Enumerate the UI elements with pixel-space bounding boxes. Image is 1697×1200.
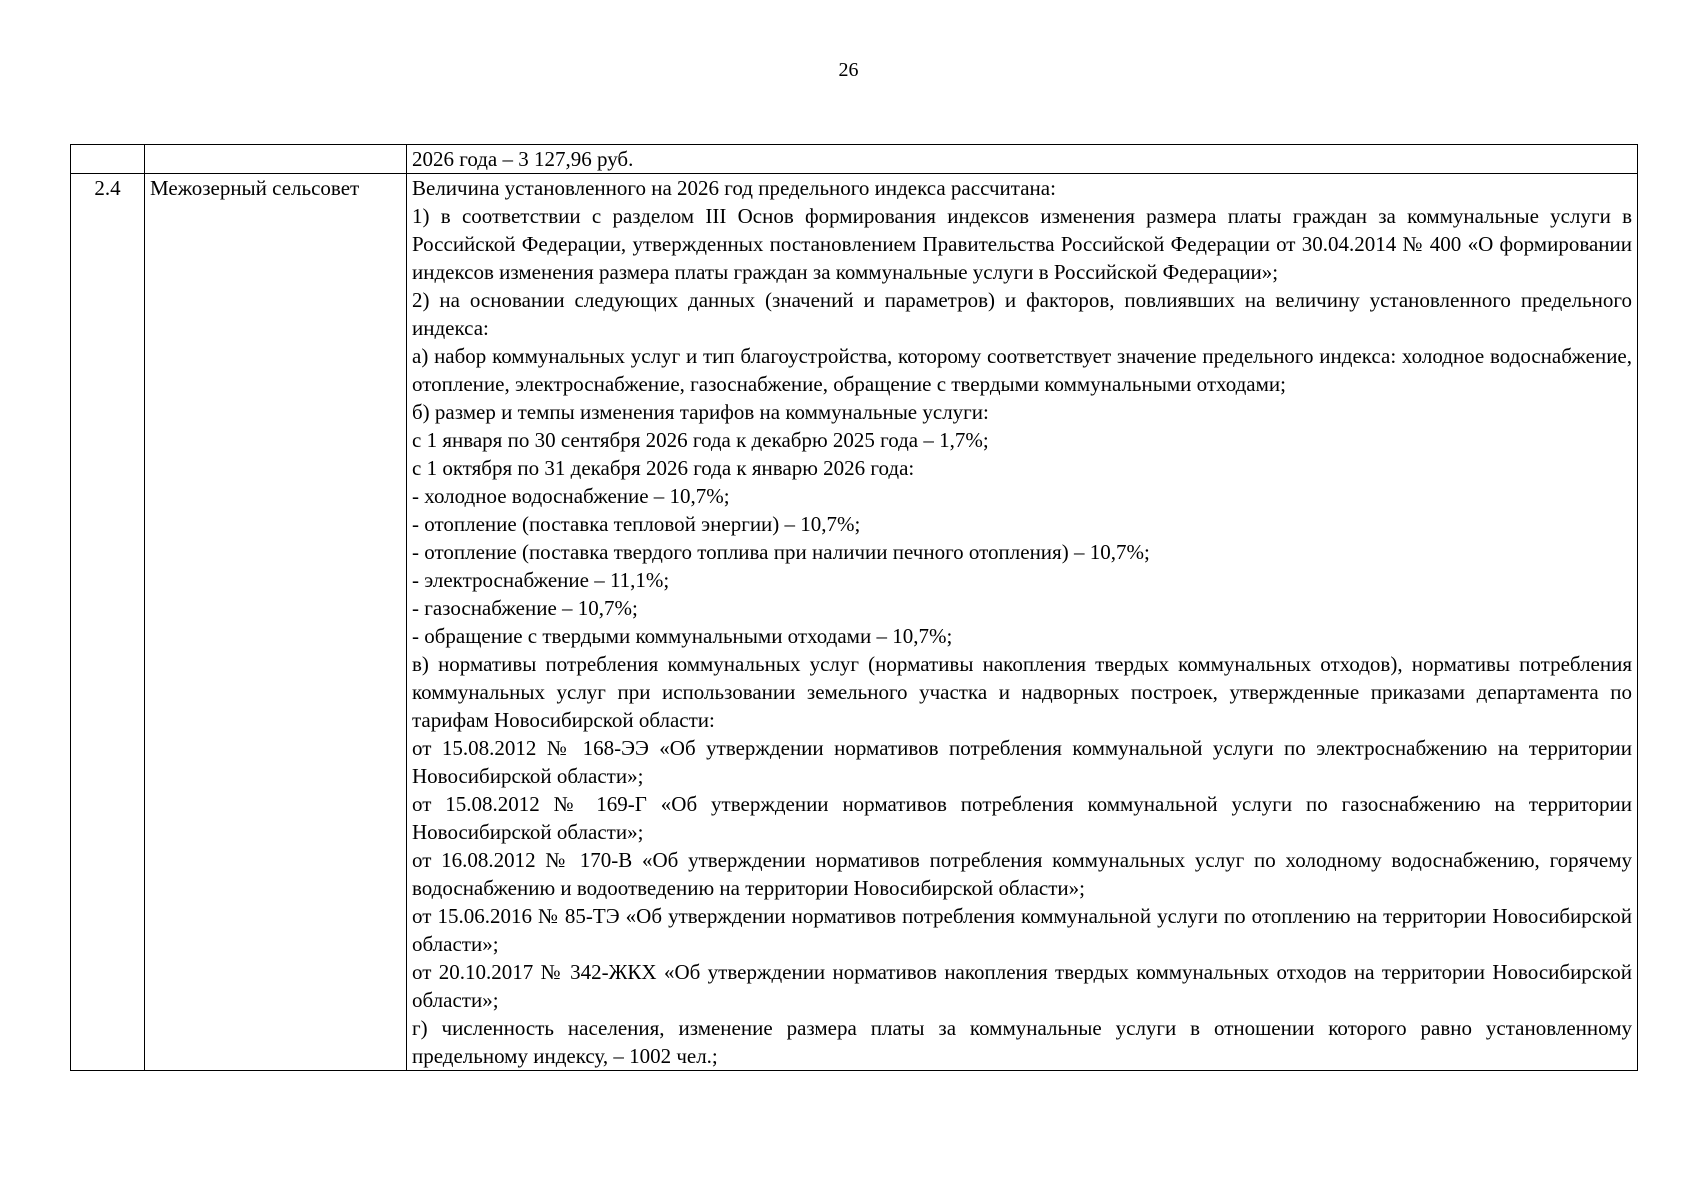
paragraph: от 20.10.2017 № 342-ЖКХ «Об утверждении нормативов накопления твердых коммунальных отходов на территории Новосибирской области»; [412, 960, 1632, 1012]
page-number: 26 [838, 59, 859, 81]
municipality-name-cell [145, 145, 407, 174]
paragraph: в) нормативы потребления коммунальных услуг (нормативы накопления твердых коммунальных отходов), нормативы потребления коммунальных услуг при использовании земельного участка и надворных построек, утвержденные приказами департамента по тарифам Новосибирской области: [412, 652, 1632, 732]
paragraph: г) численность населения, изменение размера платы за коммунальные услуги в отношении которого равно установленному предельному индексу, – 1002 чел.; [412, 1016, 1632, 1068]
paragraph: б) размер и темпы изменения тарифов на коммунальные услуги: [412, 400, 989, 424]
document-table [70, 144, 1638, 1071]
description-cell [407, 145, 1638, 174]
list-item: - отопление (поставка твердого топлива при наличии печного отопления) – 10,7%; [412, 540, 1150, 564]
list-item: - газоснабжение – 10,7%; [412, 596, 638, 620]
paragraph: от 15.08.2012 № 169-Г «Об утверждении нормативов потребления коммунальной услуги по газоснабжению на территории Новосибирской области»; [412, 792, 1632, 844]
municipality-name-cell: Межозерный сельсовет [145, 174, 407, 1071]
paragraph: от 15.08.2012 № 168-ЭЭ «Об утверждении нормативов потребления коммунальной услуги по электроснабжению на территории Новосибирской области»; [412, 736, 1632, 788]
paragraph: с 1 января по 30 сентября 2026 года к декабрю 2025 года – 1,7%; [412, 428, 989, 452]
paragraph: а) набор коммунальных услуг и тип благоустройства, которому соответствует значение предельного индекса: холодное водоснабжение, отопление, электроснабжение, газоснабжение, обращение с твердыми коммунальными отходами; [412, 344, 1632, 396]
list-item: - отопление (поставка тепловой энергии) – 10,7%; [412, 512, 861, 536]
row-number-cell [71, 145, 145, 174]
list-item: - обращение с твердыми коммунальными отходами – 10,7%; [412, 624, 953, 648]
table-row [71, 145, 1638, 174]
row-number-cell: 2.4 [71, 174, 145, 1071]
paragraph: 1) в соответствии с разделом III Основ формирования индексов изменения размера платы граждан за коммунальные услуги в Российской Федерации, утвержденных постановлением Правительства Российской Федерации от 30.04.2014 № 400 «О формировании индексов изменения размера платы граждан за коммунальные услуги в Российской Федерации»; [412, 204, 1632, 284]
paragraph: Величина установленного на 2026 год предельного индекса рассчитана: [412, 176, 1056, 200]
paragraph: 2026 года – 3 127,96 руб. [412, 147, 634, 171]
paragraph: от 15.06.2016 № 85-ТЭ «Об утверждении нормативов потребления коммунальной услуги по отоплению на территории Новосибирской области»; [412, 904, 1632, 956]
paragraph: 2) на основании следующих данных (значений и параметров) и факторов, повлиявших на величину установленного предельного индекса: [412, 288, 1632, 340]
table-row [71, 174, 1638, 1071]
list-item: - холодное водоснабжение – 10,7%; [412, 484, 730, 508]
list-item: - электроснабжение – 11,1%; [412, 568, 670, 592]
paragraph: от 16.08.2012 № 170-В «Об утверждении нормативов потребления коммунальных услуг по холодному водоснабжению, горячему водоснабжению и водоотведению на территории Новосибирской области»; [412, 848, 1632, 900]
paragraph: с 1 октября по 31 декабря 2026 года к январю 2026 года: [412, 456, 915, 480]
description-cell [407, 174, 1638, 1071]
